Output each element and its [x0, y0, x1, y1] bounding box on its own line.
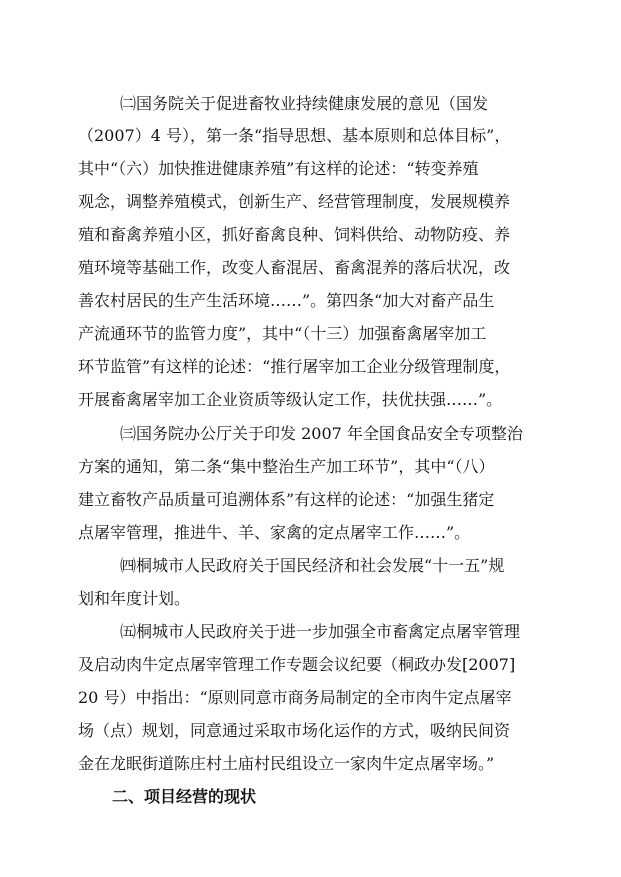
para-2-line-5: 殖和畜禽养殖小区，抓好畜禽良种、饲料供给、动物防疫、养	[78, 225, 511, 244]
section-heading: 二、项目经营的现状	[112, 787, 257, 806]
para-2-line-8: 产流通环节的监管力度”，其中“（十三）加强畜禽屠宰加工	[78, 324, 487, 343]
para-4-line-2: 划和年度计划。	[78, 589, 191, 608]
para-5-line-5: 金在龙眠街道陈庄村土庙村民组设立一家肉牛定点屠宰场。”	[78, 754, 495, 773]
para-2-line-9: 环节监管”有这样的论述：“推行屠宰加工企业分级管理制度，	[78, 357, 511, 376]
para-3-line-4: 点屠宰管理，推进牛、羊、家禽的定点屠宰工作……”。	[78, 523, 471, 542]
para-2-line-6: 殖环境等基础工作，改变人畜混居、畜禽混养的落后状况，改	[78, 258, 511, 277]
para-5-line-4: 场（点）规划，同意通过采取市场化运作的方式，吸纳民间资	[78, 721, 511, 740]
para-3-line-3: 建立畜牧产品质量可追溯体系”有这样的论述：“加强生猪定	[78, 490, 495, 509]
para-2-line-7: 善农村居民的生产生活环境……”。第四条“加大对畜产品生	[78, 291, 495, 310]
para-5-line-2: 及启动肉牛定点屠宰管理工作专题会议纪要（桐政办发[2007]	[78, 655, 516, 674]
para-3-line-1: ㈢国务院办公厅关于印发 2007 年全国食品安全专项整治	[120, 424, 523, 443]
para-2-line-1: ㈡国务院关于促进畜牧业持续健康发展的意见（国发	[120, 94, 489, 113]
para-5-line-3: 20 号）中指出：“原则同意市商务局制定的全市肉牛定点屠宰	[78, 688, 512, 707]
para-3-line-2: 方案的通知，第二条“集中整治生产加工环节”，其中“（八）	[78, 457, 495, 476]
para-2-line-4: 观念，调整养殖模式，创新生产、经营管理制度，发展规模养	[78, 192, 511, 211]
para-2-line-10: 开展畜禽屠宰加工企业资质等级认定工作，扶优扶强……”。	[78, 390, 503, 409]
para-2-line-2: （2007）4 号），第一条“指导思想、基本原则和总体目标”，	[78, 126, 511, 145]
para-4-line-1: ㈣桐城市人民政府关于国民经济和社会发展“十一五”规	[120, 556, 505, 575]
para-2-line-3: 其中“（六）加快推进健康养殖”有这样的论述：“转变养殖	[78, 159, 479, 178]
para-5-line-1: ㈤桐城市人民政府关于进一步加强全市畜禽定点屠宰管理	[120, 622, 521, 641]
